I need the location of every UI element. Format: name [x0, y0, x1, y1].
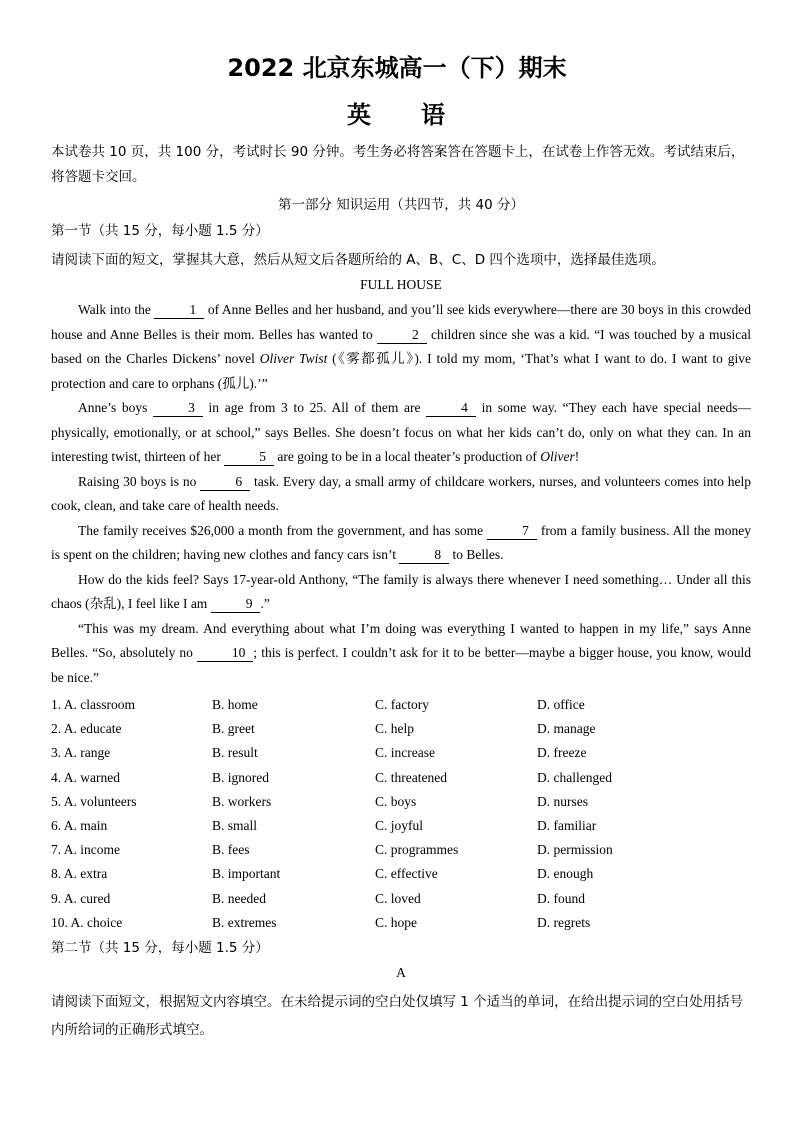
blank-8[interactable]: 8	[399, 547, 449, 564]
option-c[interactable]: C. programmes	[375, 842, 459, 858]
intro-line-2: 将答题卡交回。	[51, 168, 146, 185]
section2-subheading: A	[396, 965, 406, 980]
blank-6[interactable]: 6	[200, 474, 250, 491]
option-row	[51, 790, 751, 814]
option-d[interactable]: D. found	[537, 890, 585, 906]
part1-heading: 第一部分 知识运用（共四节，共 40 分）	[277, 197, 525, 213]
option-b[interactable]: B. needed	[212, 890, 266, 906]
option-row	[51, 911, 751, 935]
option-b[interactable]: B. home	[212, 697, 258, 712]
option-d[interactable]: D. challenged	[537, 769, 612, 785]
option-row	[51, 887, 751, 911]
option-c[interactable]: C. effective	[375, 866, 438, 882]
option-d[interactable]: D. permission	[537, 842, 613, 858]
section1-instruction: 请阅读下面的短文，掌握其大意，然后从短文后各题所给的 A、B、C、D 四个选项中，选择最佳选项。	[51, 252, 665, 268]
subject-heading	[0, 95, 794, 130]
option-row	[51, 766, 751, 790]
paragraph-4: The family receives $26,000 a month from the government, and has some 7 from a family business. All the money is spent on the children; having new clothes and fancy cars isn’t 8 to Belles.	[51, 522, 752, 562]
option-b[interactable]: B. greet	[212, 721, 255, 737]
option-a[interactable]: 9. A. cured	[51, 890, 111, 906]
option-a[interactable]: 6. A. main	[51, 817, 108, 833]
option-c[interactable]: C. threatened	[375, 769, 447, 785]
option-b[interactable]: B. small	[212, 817, 258, 833]
paragraph-5: How do the kids feel? Says 17-year-old Anthony, “The family is always there whenever I need something… Under all this chaos (杂乱), I feel like I am 9 .”	[51, 571, 751, 611]
option-row	[51, 862, 751, 886]
option-b[interactable]: B. important	[212, 866, 281, 882]
option-c[interactable]: C. factory	[375, 697, 429, 712]
option-d[interactable]: D. nurses	[537, 793, 588, 809]
option-d[interactable]: D. office	[537, 697, 585, 712]
option-row	[51, 741, 751, 765]
option-row	[51, 717, 751, 741]
option-a[interactable]: 7. A. income	[51, 842, 120, 858]
subject-char-2: 语	[421, 101, 447, 129]
option-a[interactable]: 5. A. volunteers	[51, 793, 137, 809]
paragraph-1: Walk into the 1 of Anne Belles and her husband, and you’ll see kids everywhere—there are 30 boys in this crowded house and Anne Belles is their mom. Belles has wanted to 2 children since she was a kid. “I was touched by a musical based on the Charles Dickens’ novel Oliver Twist (《雾都孤儿》). I told my mom, ‘That’s what I want to do. I want to give protection and care to orphans (孤儿).’”	[51, 302, 752, 391]
paragraph-3: Raising 30 boys is no 6 task. Every day, a small army of childcare workers, nurses, and volunteers comes into help cook, clean, and take care of health needs.	[51, 473, 751, 513]
novel-title: Oliver Twist	[259, 351, 328, 366]
option-a[interactable]: 3. A. range	[51, 745, 111, 761]
option-c[interactable]: C. loved	[375, 890, 421, 906]
option-b[interactable]: B. fees	[212, 842, 250, 858]
blank-9[interactable]: 9	[211, 596, 261, 613]
blank-4[interactable]: 4	[426, 400, 476, 417]
passage-title: FULL HOUSE	[360, 277, 442, 292]
option-c[interactable]: C. help	[375, 721, 414, 737]
section2-heading: 第二节（共 15 分，每小题 1.5 分）	[51, 940, 269, 956]
section2-instruction: 请阅读下面短文，根据短文内容填空。在未给提示词的空白处仅填写 1 个适当的单词，在给出提示词的空白处用括号内所给词的正确形式填空。	[51, 994, 744, 1038]
exam-intro	[51, 140, 751, 189]
blank-3[interactable]: 3	[153, 400, 203, 417]
option-row	[51, 814, 751, 838]
option-c[interactable]: C. increase	[375, 745, 435, 761]
section1-heading: 第一节（共 15 分，每小题 1.5 分）	[51, 223, 269, 239]
option-a[interactable]: 4. A. warned	[51, 769, 120, 785]
option-a[interactable]: 2. A. educate	[51, 721, 122, 737]
option-b[interactable]: B. result	[212, 745, 258, 761]
page-title: 2022 北京东城高一（下）期末	[227, 54, 567, 82]
blank-7[interactable]: 7	[487, 523, 537, 540]
paragraph-6: “This was my dream. And everything about what I’m doing was everything I wanted to happen in my life,” says Anne Belles. “So, absolutely no 10 ; this is perfect. I couldn’t ask for it to be better—maybe a bigger house, you know, would be nice.”	[51, 620, 752, 685]
play-title: Oliver	[540, 449, 575, 464]
paragraph-2: Anne’s boys 3 in age from 3 to 25. All of them are 4 in some way. “They each have special needs—physically, emotionally, or at school,” says Belles. She doesn’t focus on what her kids can’t do, only on what they can. In an interesting twist, thirteen of her 5 are going to be in a local theater’s production of Oliver!	[51, 400, 752, 464]
option-d[interactable]: D. enough	[537, 866, 594, 882]
blank-2[interactable]: 2	[377, 327, 427, 344]
option-d[interactable]: D. regrets	[537, 914, 591, 930]
passage	[51, 298, 751, 690]
option-b[interactable]: B. workers	[212, 793, 272, 809]
option-c[interactable]: C. boys	[375, 793, 417, 809]
intro-line-1: 本试卷共 10 页，共 100 分，考试时长 90 分钟。考生务必将答案答在答题卡上，在试卷上作答无效。考试结束后，	[51, 144, 745, 160]
option-c[interactable]: C. joyful	[375, 817, 424, 833]
subject-char-1: 英	[347, 101, 373, 129]
option-b[interactable]: B. extremes	[212, 914, 277, 930]
option-a[interactable]: 10. A. choice	[51, 914, 123, 930]
blank-1[interactable]: 1	[154, 302, 204, 319]
options-list	[51, 693, 751, 935]
option-d[interactable]: D. manage	[537, 721, 596, 737]
option-d[interactable]: D. freeze	[537, 745, 587, 761]
option-row	[51, 838, 751, 862]
option-d[interactable]: D. familiar	[537, 817, 597, 833]
blank-5[interactable]: 5	[224, 449, 274, 466]
option-a[interactable]: 1. A. classroom	[51, 697, 135, 712]
option-b[interactable]: B. ignored	[212, 769, 269, 785]
option-row	[51, 693, 751, 717]
blank-10[interactable]: 10	[197, 645, 254, 662]
option-a[interactable]: 8. A. extra	[51, 866, 108, 882]
option-c[interactable]: C. hope	[375, 914, 417, 930]
